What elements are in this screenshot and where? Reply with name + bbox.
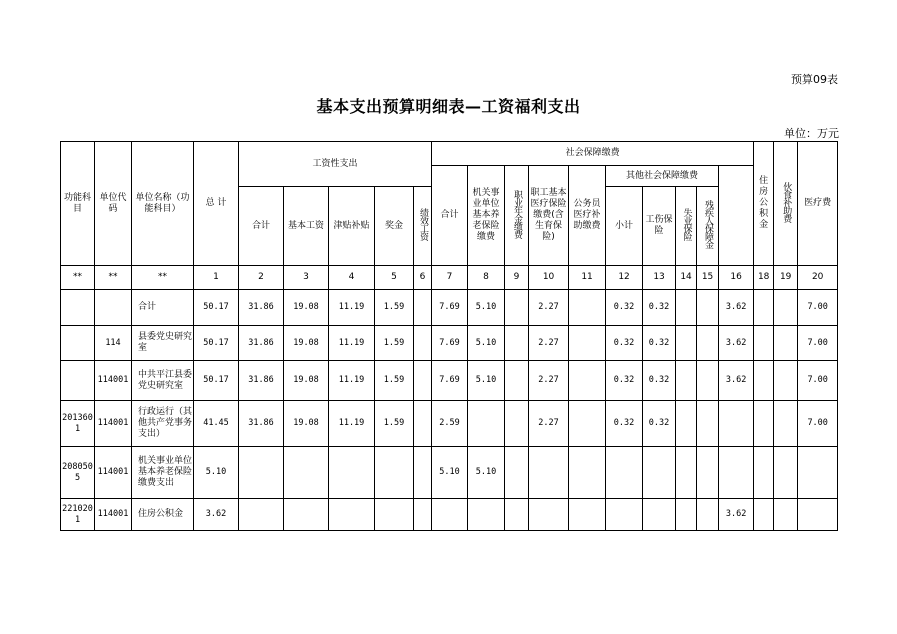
index-cell: 20 (798, 266, 838, 290)
index-cell: 10 (529, 266, 569, 290)
row-value-c11 (569, 447, 606, 499)
row-value-c19 (774, 326, 798, 361)
row-value-c15 (697, 447, 719, 499)
row-func-code: 2210201 (61, 499, 95, 531)
row-value-c4: 11.19 (329, 361, 375, 401)
row-value-c7 (432, 499, 468, 531)
row-func-code: 2080505 (61, 447, 95, 499)
index-cell: 3 (284, 266, 329, 290)
row-value-c3: 19.08 (284, 326, 329, 361)
row-value-c14 (676, 499, 697, 531)
row-value-c2 (239, 499, 284, 531)
row-value-c10: 2.27 (529, 401, 569, 447)
col-pension: 机关事业单位基本养老保险缴费 (468, 166, 505, 266)
table-body (61, 290, 838, 531)
unit-label: 单位：万元 (784, 127, 839, 140)
row-value-c8: 5.10 (468, 326, 505, 361)
row-value-c2: 31.86 (239, 361, 284, 401)
col-basic-wage: 基本工资 (284, 187, 329, 266)
row-value-total: 50.17 (194, 326, 239, 361)
row-value-c19 (774, 447, 798, 499)
row-unit-name: 县委党史研究室 (132, 326, 194, 361)
row-value-c10 (529, 447, 569, 499)
row-value-c20 (798, 447, 838, 499)
row-value-c2: 31.86 (239, 326, 284, 361)
row-value-c7: 2.59 (432, 401, 468, 447)
col-civil-medical: 公务员医疗补助缴费 (569, 166, 606, 266)
row-value-c12 (606, 447, 643, 499)
index-cell: 12 (606, 266, 643, 290)
row-value-c19 (774, 290, 798, 326)
row-value-c16 (719, 401, 754, 447)
row-value-c11 (569, 361, 606, 401)
group-wage: 工资性支出 (239, 142, 432, 187)
row-value-c2 (239, 447, 284, 499)
row-value-c13: 0.32 (643, 290, 676, 326)
row-func-code (61, 361, 95, 401)
row-value-c8: 5.10 (468, 447, 505, 499)
table-row (61, 290, 838, 326)
index-cell: ** (132, 266, 194, 290)
index-cell: 4 (329, 266, 375, 290)
table-row (61, 326, 838, 361)
row-value-c3: 19.08 (284, 401, 329, 447)
row-value-c9 (505, 401, 529, 447)
row-value-c20: 7.00 (798, 290, 838, 326)
row-value-c15 (697, 499, 719, 531)
col-meal: 伙食补助费 (781, 181, 792, 222)
col-medical-fee: 医疗费 (798, 142, 838, 266)
row-value-c7: 7.69 (432, 326, 468, 361)
row-value-c19 (774, 499, 798, 531)
row-value-c16: 3.62 (719, 499, 754, 531)
index-cell: 11 (569, 266, 606, 290)
row-unit-code: 114001 (95, 401, 132, 447)
row-value-c13 (643, 447, 676, 499)
row-value-c11 (569, 401, 606, 447)
row-value-c3 (284, 499, 329, 531)
row-value-c5: 1.59 (375, 401, 414, 447)
row-value-c8: 5.10 (468, 290, 505, 326)
row-value-c16 (719, 447, 754, 499)
row-value-c6 (414, 290, 432, 326)
index-cell: 19 (774, 266, 798, 290)
budget-table (60, 141, 838, 531)
row-value-c4: 11.19 (329, 290, 375, 326)
row-value-c8 (468, 499, 505, 531)
row-value-c3 (284, 447, 329, 499)
row-unit-name: 住房公积金 (132, 499, 194, 531)
col-perf: 绩效工资 (418, 208, 429, 240)
row-value-c7: 7.69 (432, 361, 468, 401)
row-value-c11 (569, 290, 606, 326)
row-value-c16: 3.62 (719, 361, 754, 401)
row-value-total: 5.10 (194, 447, 239, 499)
row-value-c7: 7.69 (432, 290, 468, 326)
row-value-c10 (529, 499, 569, 531)
row-value-c6 (414, 499, 432, 531)
row-value-c5: 1.59 (375, 290, 414, 326)
row-value-c8: 5.10 (468, 361, 505, 401)
row-value-c16: 3.62 (719, 290, 754, 326)
row-value-c15 (697, 401, 719, 447)
row-value-c20 (798, 499, 838, 531)
row-value-c7: 5.10 (432, 447, 468, 499)
row-func-code: 2013601 (61, 401, 95, 447)
row-value-c18 (754, 401, 774, 447)
row-value-c5: 1.59 (375, 326, 414, 361)
table-row (61, 499, 838, 531)
row-value-c12: 0.32 (606, 361, 643, 401)
col-housing: 住房公积金 (754, 142, 774, 266)
row-value-c9 (505, 499, 529, 531)
row-unit-name: 行政运行（其他共产党事务支出） (132, 401, 194, 447)
row-value-c12: 0.32 (606, 290, 643, 326)
index-cell: 18 (754, 266, 774, 290)
row-value-c8 (468, 401, 505, 447)
row-value-c11 (569, 499, 606, 531)
row-value-total: 3.62 (194, 499, 239, 531)
row-value-c11 (569, 326, 606, 361)
row-value-c18 (754, 361, 774, 401)
group-other-social: 其他社会保障缴费 (606, 166, 719, 187)
index-cell: 13 (643, 266, 676, 290)
row-unit-code: 114001 (95, 361, 132, 401)
row-value-c18 (754, 447, 774, 499)
col-other-subtotal: 小计 (606, 187, 643, 266)
row-value-c9 (505, 290, 529, 326)
row-value-c10: 2.27 (529, 361, 569, 401)
index-cell: 7 (432, 266, 468, 290)
row-value-c14 (676, 326, 697, 361)
row-value-c20: 7.00 (798, 326, 838, 361)
col-social-total: 合计 (432, 166, 468, 266)
row-value-c3: 19.08 (284, 290, 329, 326)
row-func-code (61, 326, 95, 361)
row-value-c15 (697, 290, 719, 326)
row-value-c6 (414, 447, 432, 499)
row-value-c9 (505, 447, 529, 499)
page-title: 基本支出预算明细表—工资福利支出 (316, 97, 581, 116)
index-cell: 1 (194, 266, 239, 290)
row-value-c6 (414, 401, 432, 447)
row-value-c4 (329, 447, 375, 499)
index-cell: ** (95, 266, 132, 290)
row-unit-name: 机关事业单位基本养老保险缴费支出 (132, 447, 194, 499)
row-value-c15 (697, 326, 719, 361)
row-value-c6 (414, 326, 432, 361)
table-row (61, 401, 838, 447)
index-cell: 6 (414, 266, 432, 290)
row-value-c13: 0.32 (643, 401, 676, 447)
row-unit-name: 合计 (132, 290, 194, 326)
row-value-c2: 31.86 (239, 290, 284, 326)
col-bonus: 奖金 (375, 187, 414, 266)
index-cell: 15 (697, 266, 719, 290)
row-value-c13 (643, 499, 676, 531)
row-value-c16: 3.62 (719, 326, 754, 361)
row-unit-name: 中共平江县委党史研究室 (132, 361, 194, 401)
row-value-c4 (329, 499, 375, 531)
row-value-c19 (774, 401, 798, 447)
row-value-c18 (754, 499, 774, 531)
row-value-c2: 31.86 (239, 401, 284, 447)
index-cell: 2 (239, 266, 284, 290)
row-value-c9 (505, 326, 529, 361)
row-func-code (61, 290, 95, 326)
col-disability: 残疾人保障金 (703, 200, 714, 248)
col-allowance: 津贴补贴 (329, 187, 375, 266)
row-value-c5: 1.59 (375, 361, 414, 401)
index-row (61, 266, 838, 290)
row-value-c18 (754, 326, 774, 361)
col-injury: 工伤保险 (643, 187, 676, 266)
row-unit-code: 114 (95, 326, 132, 361)
row-value-c18 (754, 290, 774, 326)
row-value-total: 50.17 (194, 290, 239, 326)
row-value-total: 50.17 (194, 361, 239, 401)
row-value-c15 (697, 361, 719, 401)
col-wage-total: 合计 (239, 187, 284, 266)
row-value-c20: 7.00 (798, 401, 838, 447)
col-unit-name: 单位名称（功能科目） (132, 142, 194, 266)
form-code: 预算09表 (791, 73, 838, 86)
row-unit-code (95, 290, 132, 326)
row-value-c14 (676, 361, 697, 401)
row-value-c3: 19.08 (284, 361, 329, 401)
index-cell: 9 (505, 266, 529, 290)
row-value-c13: 0.32 (643, 326, 676, 361)
row-value-c14 (676, 401, 697, 447)
row-value-c5 (375, 499, 414, 531)
row-value-c14 (676, 290, 697, 326)
row-value-c4: 11.19 (329, 401, 375, 447)
row-value-c5 (375, 447, 414, 499)
row-value-c19 (774, 361, 798, 401)
index-cell: ** (61, 266, 95, 290)
col-annuity: 职业年金缴费 (512, 189, 523, 238)
row-value-c10: 2.27 (529, 290, 569, 326)
row-value-c12 (606, 499, 643, 531)
row-unit-code: 114001 (95, 447, 132, 499)
col-unemployment: 失业保险 (681, 208, 692, 240)
index-cell: 14 (676, 266, 697, 290)
table-row (61, 447, 838, 499)
row-value-c12: 0.32 (606, 326, 643, 361)
col-total: 总 计 (194, 142, 239, 266)
row-value-c20: 7.00 (798, 361, 838, 401)
table-row (61, 361, 838, 401)
col-unit-code: 单位代码 (95, 142, 132, 266)
row-value-c6 (414, 361, 432, 401)
col-medical: 职工基本医疗保险缴费(含生育保险) (529, 166, 569, 266)
index-cell: 16 (719, 266, 754, 290)
row-value-c9 (505, 361, 529, 401)
row-value-c13: 0.32 (643, 361, 676, 401)
index-cell: 5 (375, 266, 414, 290)
col-func: 功能科目 (61, 142, 95, 266)
row-unit-code: 114001 (95, 499, 132, 531)
group-social: 社会保障缴费 (432, 142, 754, 166)
row-value-c12: 0.32 (606, 401, 643, 447)
index-cell: 8 (468, 266, 505, 290)
row-value-c14 (676, 447, 697, 499)
row-value-total: 41.45 (194, 401, 239, 447)
row-value-c10: 2.27 (529, 326, 569, 361)
row-value-c4: 11.19 (329, 326, 375, 361)
